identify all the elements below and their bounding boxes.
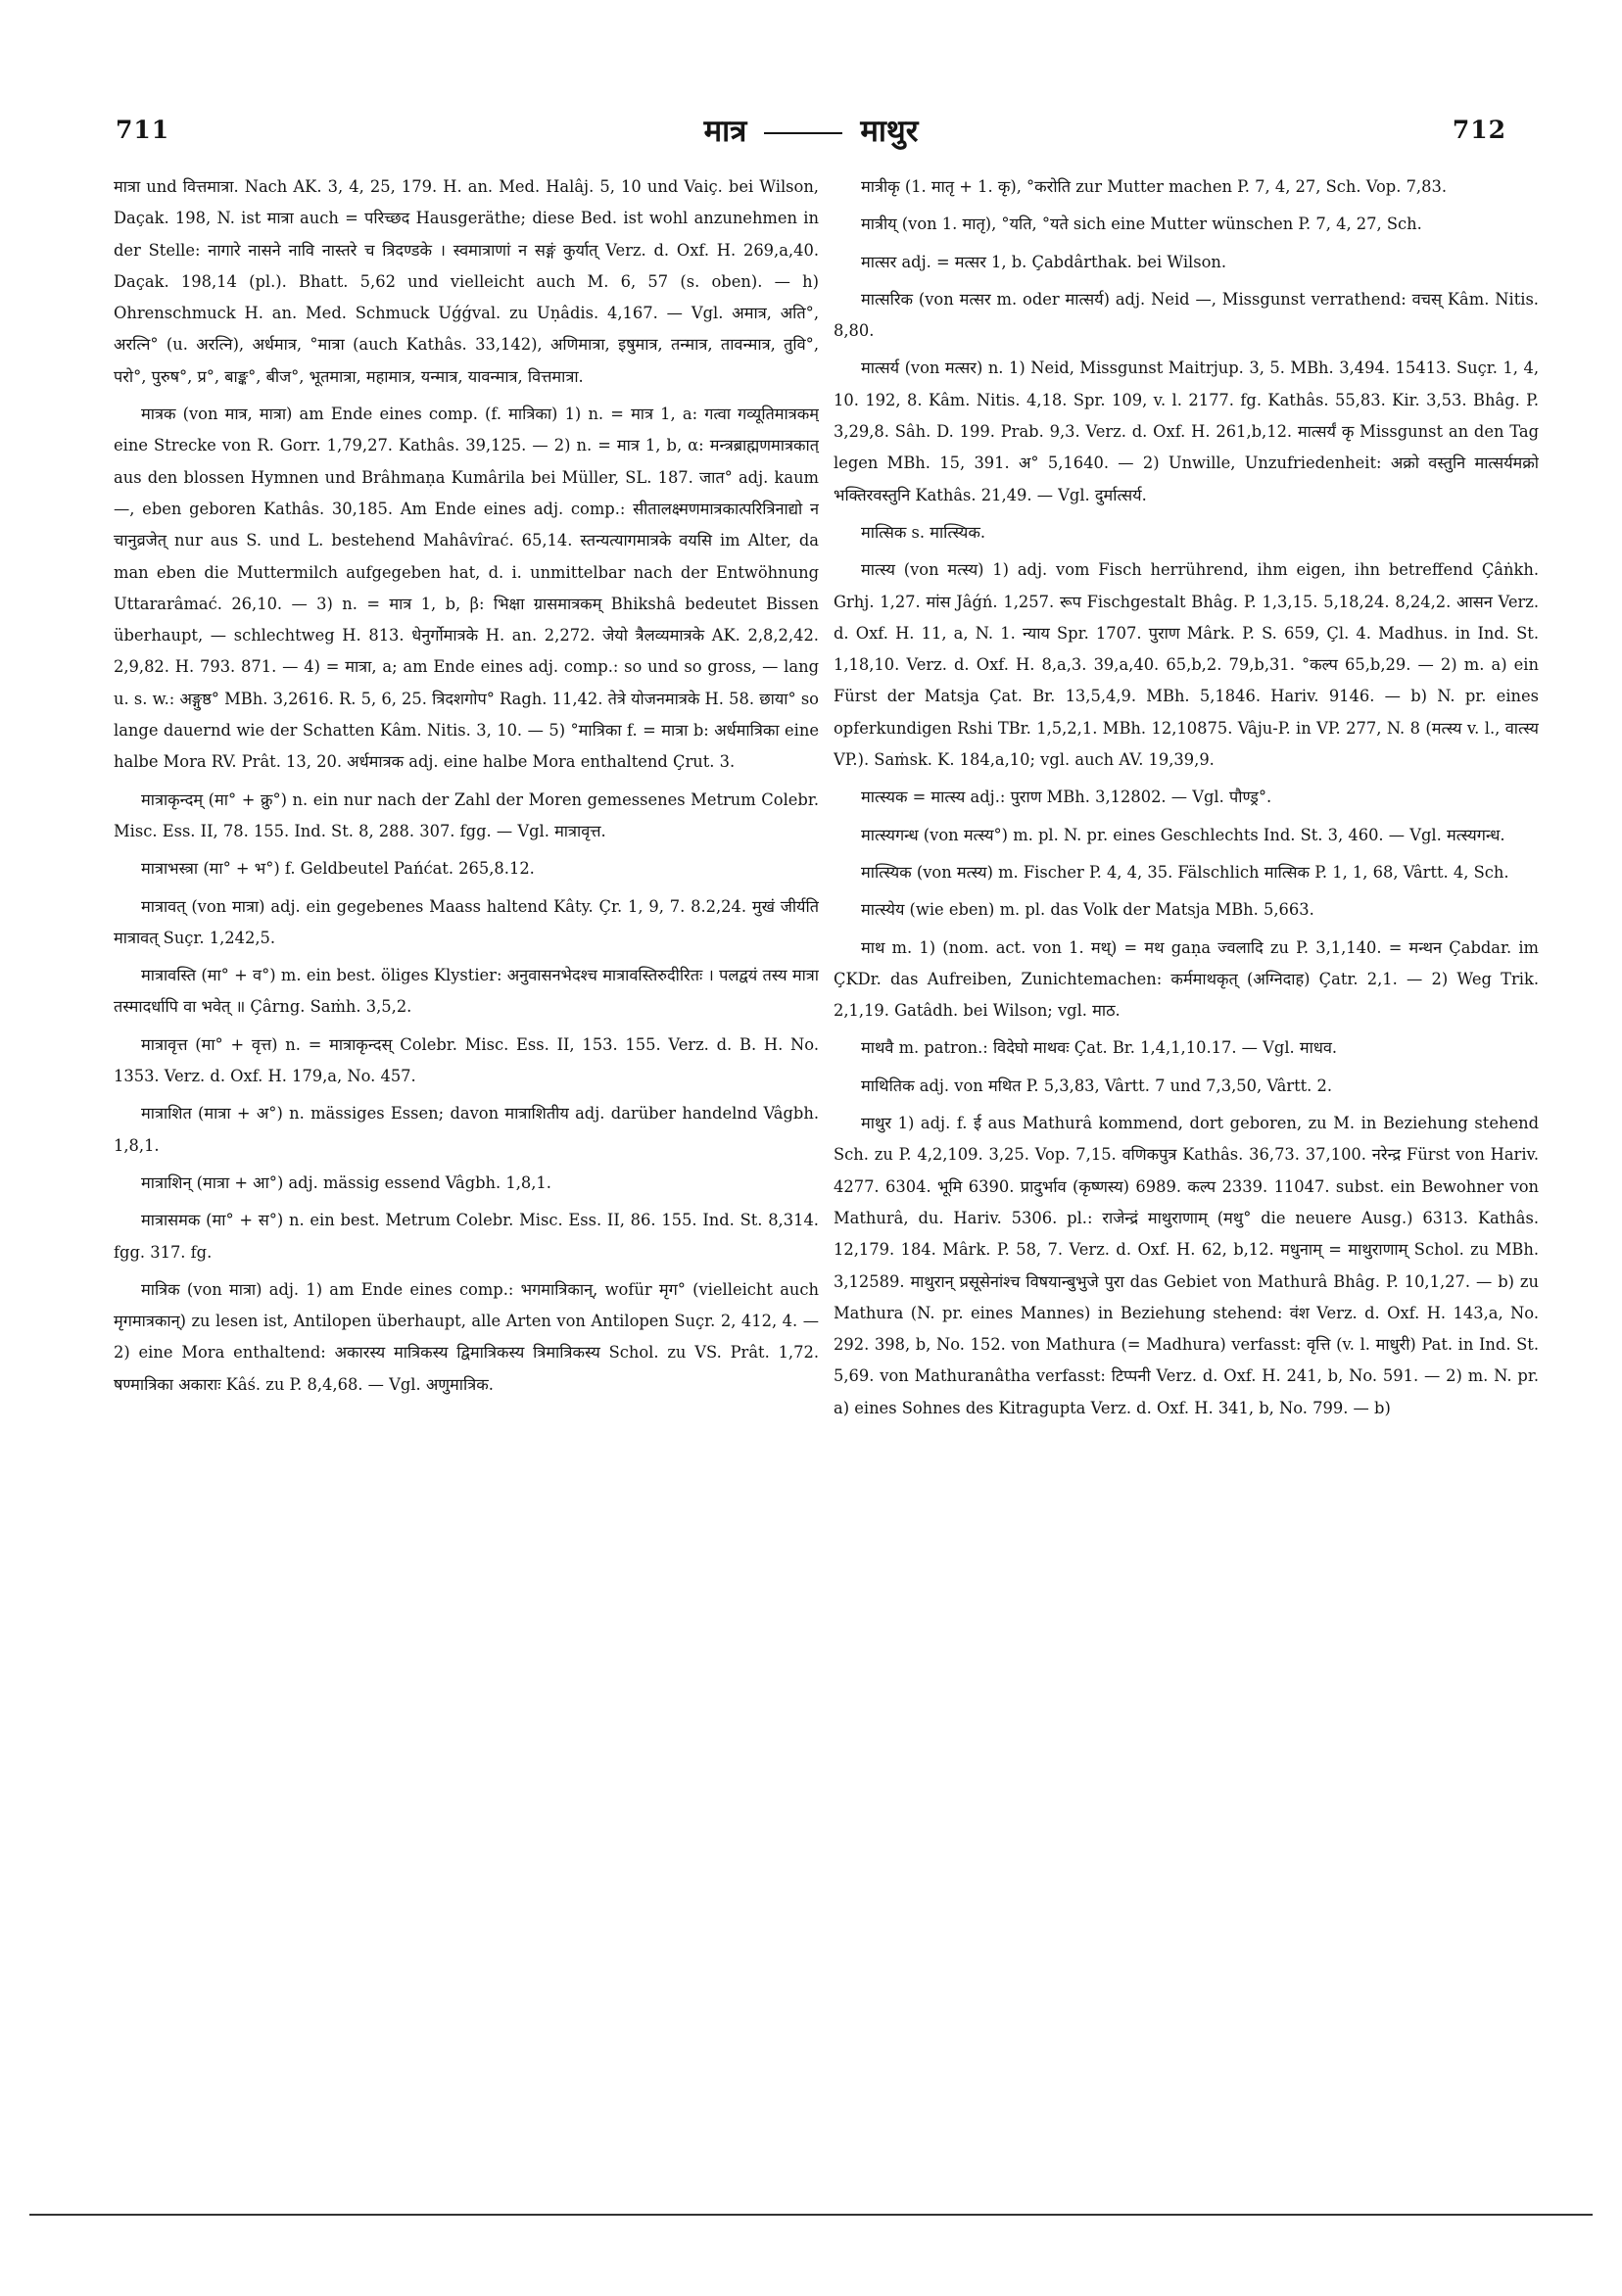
dictionary-entry: मात्रावस्ति (मा° + व°) m. ein best. öliges Klystier: अनुवासनभेदश्च मात्रावस्तिरुदीरितः । पलद्वयं तस्य मात्रा तस्मादर्धापि वा भवेत् ॥ Çârng. Saṁh. 3,5,2. [114, 966, 819, 1017]
dictionary-entry: मात्राकृन्दम् (मा° + क्रु°) n. ein nur nach der Zahl der Moren gemessenes Metrum Colebr. Misc. Ess. II, 78. 155. Ind. St. 8, 288. 307. fgg. — Vgl. मात्रावृत्त. [114, 789, 819, 840]
dictionary-entry: मात्सरिक (von मत्सर m. oder मात्सर्य) adj. Neid —, Missgunst verrathend: वचस् Kâm. Nitis. 8,80. [834, 289, 1539, 341]
dictionary-entry: मात्रीकृ (1. मातृ + 1. कृ), °करोति zur Mutter machen P. 7, 4, 27, Sch. Vop. 7,83. [861, 177, 1448, 196]
bottom-rule [29, 2214, 1593, 2216]
dictionary-entry: मात्रावृत्त (मा° + वृत्त) n. = मात्राकृन्दस् Colebr. Misc. Ess. II, 153. 155. Verz. d. B. H. No. 1353. Verz. d. Oxf. H. 179,a, No. 457. [114, 1034, 819, 1086]
right-page-number: 712 [1452, 116, 1506, 144]
running-head-dash [764, 132, 842, 134]
dictionary-entry: माथुर 1) adj. f. ई aus Mathurâ kommend, dort geboren, zu M. in Beziehung stehend Sch. zu P. 4,2,109. 3,25. Vop. 7,15. वणिकपुत्र Kathâs. 36,73. 37,100. नरेन्द्र Fürst von Hariv. 4277. 6304. भूमि 6390. प्रादुर्भाव (कृष्णस्य) 6989. कल्प 2339. 11047. subst. ein Bewohner von Mathurâ, du. Hariv. 5306. pl.: राजेन्द्रं माथुराणाम् (मथु° die neuere Ausg.) 6313. Kathâs. 12,179. 184. Mârk. P. 58, 7. Verz. d. Oxf. H. 62, b,12. मधुनाम् = माथुराणाम् Schol. zu MBh. 3,12589. माथुरान् प्रसूसेनांश्च विषयान्बुभुजे पुरा das Gebiet von Mathurâ Bhâg. P. 10,1,27. — b) zu Mathura (N. pr. eines Mannes) in Beziehung stehend: वंश Verz. d. Oxf. H. 143,a, No. 292. 398, b, No. 152. von Mathura (= Madhura) verfasst: वृत्ति (v. l. माधुरी) Pat. in Ind. St. 5,69. von Mathuranâtha verfasst: टिप्पनी Verz. d. Oxf. H. 241, b, No. 591. — 2) m. N. pr. a) eines Sohnes des Kitragupta Verz. d. Oxf. H. 341, b, No. 799. — b) [834, 1114, 1539, 1417]
running-head [108, 110, 1514, 151]
dictionary-entry: मात्राशित (मात्रा + अ°) n. mässiges Essen; davon मात्राशितीय adj. darüber handelnd Vâgbh. 1,8,1. [114, 1104, 819, 1155]
dictionary-entry: मात्रिक (von मात्रा) adj. 1) am Ende eines comp.: भगमात्रिकान्, wofür मृग° (vielleicht auch मृगमात्रकान्) zu lesen ist, Antilopen überhaupt, alle Arten von Antilopen Suçr. 2, 412, 4. — 2) eine Mora enthaltend: अकारस्य मात्रिकस्य द्विमात्रिकस्य त्रिमात्रिकस्य Schol. zu VS. Prât. 1,72. षण्मात्रिका अकाराः Kâś. zu P. 8,4,68. — Vgl. अणुमात्रिक. [114, 1279, 819, 1394]
running-head-left: मात्र [703, 114, 747, 149]
dictionary-entry: मात्रावत् (von मात्रा) adj. ein gegebenes Maass haltend Kâty. Çr. 1, 9, 7. 8.2,24. मुखं जीर्यति मात्रावत् Suçr. 1,242,5. [114, 896, 819, 947]
dictionary-entry: मात्राशिन् (मात्रा + आ°) adj. mässig essend Vâgbh. 1,8,1. [141, 1172, 551, 1192]
dictionary-entry: मात्स्येय (wie eben) m. pl. das Volk der Matsja MBh. 5,663. [861, 900, 1314, 920]
dictionary-entry: मात्रीय् (von 1. मातृ), °यति, °यते sich eine Mutter wünschen P. 7, 4, 27, Sch. [861, 215, 1422, 234]
dictionary-entry: माथवै m. patron.: विदेघो माथवः Çat. Br. 1,4,1,10.17. — Vgl. माधव. [861, 1038, 1338, 1058]
dictionary-entry: मात्स्य (von मत्स्य) 1) adj. vom Fisch herrührend, ihm eigen, ihn betreffend Çâṅkh. Grhj. 1,27. मांस Jâǵń. 1,257. रूप Fischgestalt Bhâg. P. 1,3,15. 5,18,24. 8,24,2. आसन Verz. d. Oxf. H. 11, a, N. 1. न्याय Spr. 1707. पुराण Mârk. P. S. 659, Çl. 4. Madhus. in Ind. St. 1,18,10. Verz. d. Oxf. H. 8,a,3. 39,a,40. 65,b,2. 79,b,31. °कल्प 65,b,29. — 2) m. a) ein Fürst der Matsja Çat. Br. 13,5,4,9. MBh. 5,1846. Hariv. 9146. — b) N. pr. eines opferkundigen Rshi TBr. 1,5,2,1. MBh. 12,10875. Vâju-P. in VP. 277, N. 8 (मत्स्य v. l., वात्स्य VP.). Saṁsk. K. 184,a,10; vgl. auch AV. 19,39,9. [834, 560, 1539, 770]
continued-entry: मात्रा und वित्तमात्रा. Nach AK. 3, 4, 25, 179. H. an. Med. Halâj. 5, 10 und Vaiç. bei Wilson, Daçak. 198, N. ist मात्रा auch = परिच्छद Hausgeräthe; diese Bed. ist wohl anzunehmen in der Stelle: नागारे नासने नावि नास्तरे च त्रिदण्डके । स्वमात्राणां न सङ्गं कुर्यात् Verz. d. Oxf. H. 269,a,40. Daçak. 198,14 (pl.). Bhatt. 5,62 und vielleicht auch M. 6, 57 (s. oben). — h) Ohrenschmuck H. an. Med. Schmuck Uǵǵval. zu Uṇâdis. 4,167. — Vgl. अमात्र, अति°, अरत्नि° (u. अरत्नि), अर्धमात्र, °मात्रा (auch Kathâs. 33,142), अणिमात्रा, इषुमात्र, तन्मात्र, तावन्मात्र, तुवि°, परो°, पुरुष°, प्र°, बाङ्क°, बीज°, भूतमात्रा, महामात्र, यन्मात्र, यावन्मात्र, वित्तमात्रा. [114, 177, 819, 386]
page-header [108, 116, 1514, 165]
dictionary-entry: मात्सर्य (von मत्सर) n. 1) Neid, Missgunst Maitrjup. 3, 5. MBh. 3,494. 15413. Suçr. 1, 4, 10. 192, 8. Kâm. Nitis. 4,18. Spr. 109, v. l. 2177. fg. Kathâs. 55,83. Kir. 3,53. Bhâg. P. 3,29,8. Sâh. D. 199. Prab. 9,3. Verz. d. Oxf. H. 261,b,12. मात्सर्यं कृ Missgunst an den Tag legen MBh. 15, 391. अ° 5,1640. — 2) Unwille, Unzufriedenheit: अक्रो वस्तुनि मात्सर्यमक्रो भक्तिरवस्तुनि Kathâs. 21,49. — Vgl. दुर्मात्सर्य. [834, 359, 1539, 504]
right-column [834, 171, 1539, 1832]
dictionary-entry: मात्स्यगन्ध (von मत्स्य°) m. pl. N. pr. eines Geschlechts Ind. St. 3, 460. — Vgl. मत्स्यगन्ध. [861, 825, 1505, 844]
dictionary-entry: माथितिक adj. von मथित P. 5,3,83, Vârtt. 7 und 7,3,50, Vârtt. 2. [861, 1076, 1333, 1095]
left-page-number: 711 [116, 116, 170, 144]
dictionary-entry: माथ m. 1) (nom. act. von 1. मथ्) = मथ gaṇa ज्वलादि zu P. 3,1,140. = मन्थन Çabdar. im ÇKDr. das Aufreiben, Zunichtemachen: कर्ममाथकृत् (अग्निदाह) Çatr. 2,1. — 2) Weg Trik. 2,1,19. Gatâdh. bei Wilson; vgl. माठ. [834, 937, 1539, 1021]
dictionary-entry: मात्सिक s. मात्स्यिक. [861, 522, 986, 542]
left-column [114, 171, 819, 1817]
dictionary-entry: मात्स्यक = मात्स्य adj.: पुराण MBh. 3,12802. — Vgl. पौण्ड्र°. [861, 788, 1272, 807]
dictionary-entry: मात्रक (von मात्र, मात्रा) am Ende eines comp. (f. मात्रिका) 1) n. = मात्र 1, a: गत्वा गव्यूतिमात्रकम् eine Strecke von R. Gorr. 1,79,27. Kathâs. 39,125. — 2) n. = मात्र 1, b, α: मन्त्रब्राह्मणमात्रकात् aus den blossen Hymnen und Brâhmaṇa Kumârila bei Müller, SL. 187. जात° adj. kaum —, eben geboren Kathâs. 30,185. Am Ende eines adj. comp.: सीतालक्ष्मणमात्रकात्परित्रिनाद्यो न चानुव्रजेत् nur aus S. und L. bestehend Mahâvîrać. 65,14. स्तन्यत्यागमात्रके वयसि im Alter, da man eben die Muttermilch aufgegeben hat, d. i. unmittelbar nach der Entwöhnung Uttararâmać. 26,10. — 3) n. = मात्र 1, b, β: भिक्षा ग्रासमात्रकम् Bhikshâ bedeutet Bissen überhaupt, — schlechtweg H. 813. धेनुर्गोमात्रके H. an. 2,272. जेयो त्रैलव्यमात्रके AK. 2,8,2,42. 2,9,82. H. 793. 871. — 4) = मात्रा, a; am Ende eines adj. comp.: so und so gross, — lang u. s. w.: अङ्गुष्ठ° MBh. 3,2616. R. 5, 6, 25. त्रिदशगोप° Ragh. 11,42. तेत्रे योजनमात्रके H. 58. छाया° so lange dauernd wie der Schatten Kâm. Nitis. 3, 10. — 5) °मात्रिका f. = मात्रा b: अर्धमात्रिका eine halbe Mora RV. Prât. 13, 20. अर्धमात्रक adj. eine halbe Mora enthaltend Çrut. 3. [114, 405, 819, 772]
dictionary-entry: मात्राभस्त्रा (मा° + भ°) f. Geldbeutel Pańćat. 265,8.12. [141, 859, 535, 879]
dictionary-entry: मात्रासमक (मा° + स°) n. ein best. Metrum Colebr. Misc. Ess. II, 86. 155. Ind. St. 8,314. fgg. 317. fg. [114, 1211, 819, 1262]
dictionary-entry: मात्स्यिक (von मत्स्य) m. Fischer P. 4, 4, 35. Fälschlich मात्सिक P. 1, 1, 68, Vârtt. 4, Sch. [861, 862, 1509, 882]
running-head-right: माथुर [860, 114, 919, 149]
dictionary-entry: मात्सर adj. = मत्सर 1, b. Çabdârthak. bei Wilson. [861, 252, 1227, 271]
